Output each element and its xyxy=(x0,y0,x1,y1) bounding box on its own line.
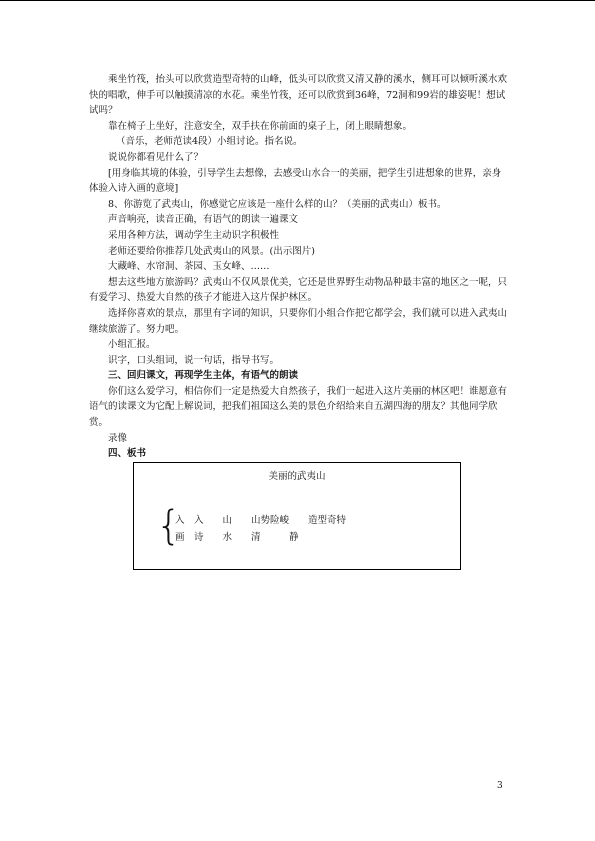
header-rule xyxy=(0,0,595,1)
page-number: 3 xyxy=(497,781,503,791)
paragraph: [用身临其境的体验，引导学生去想像，去感受山水合一的美丽，把学生引进想象的世界，亲身体验入诗入画的意境] xyxy=(89,167,502,195)
paragraph: 大藏峰、水帘洞、茶园、玉女峰、…… xyxy=(108,261,270,273)
board-title: 美丽的武夷山 xyxy=(268,471,326,482)
paragraph: 8、你游览了武夷山，你感觉它应该是一座什么样的山？（美丽的武夷山）板书。 xyxy=(108,198,447,210)
board-row-1: 入 入 山 山势险峻 造型奇特 xyxy=(175,515,347,526)
blackboard-box xyxy=(133,462,461,570)
paragraph: 四、板书 xyxy=(108,448,147,460)
paragraph: 乘坐竹筏，抬头可以欣赏造型奇特的山峰，低头可以欣赏又清又静的溪水，侧耳可以倾听溪水欢快的唱歌，伸手可以触摸清凉的水花。乘坐竹筏，还可以欣赏到36峰，72洞和99岩的雄姿呢！想试试吗？ xyxy=(89,74,508,117)
document-body xyxy=(89,72,509,462)
paragraph: 录像 xyxy=(108,432,128,444)
paragraph: 选择你喜欢的景点，那里有字词的知识，只要你们小组合作把它都学会，我们就可以进入武夷山继续旅游了。努力吧。 xyxy=(89,307,508,335)
paragraph: 靠在椅子上坐好，注意安全，双手扶在你前面的桌子上，闭上眼睛想象。 xyxy=(108,120,413,132)
board-row-2: 画 诗 水 清 静 xyxy=(175,532,299,543)
paragraph: 采用各种方法，调动学生主动识字积极性 xyxy=(108,229,280,241)
paragraph: 你们这么爱学习，相信你们一定是热爱大自然孩子，我们一起进入这片美丽的林区吧！谁愿意有语气的读课文为它配上解说词，把我们祖国这么美的景色介绍给来自五湖四海的朋友？其他同学欣赏。 xyxy=(89,385,508,429)
paragraph: 三、回归课文，再现学生主体，有语气的朗读 xyxy=(108,370,299,382)
paragraph: 小组汇报。 xyxy=(108,339,156,351)
paragraph: 说说你都看见什么了？ xyxy=(108,151,204,163)
paragraph: （音乐，老师范读4段）小组讨论。指名说。 xyxy=(116,136,303,148)
paragraph: 声音响亮，读音正确，有语气的朗读一遍课文 xyxy=(108,214,299,226)
paragraph: 识字，口头组词，说一句话，指导书写。 xyxy=(108,354,280,366)
paragraph: 想去这些地方旅游吗？武夷山不仅风景优美，它还是世界野生动物品种最丰富的地区之一呢，只有爱学习、热爱大自然的孩子才能进入这片保护林区。 xyxy=(89,276,508,304)
left-brace-icon: { xyxy=(156,503,182,549)
paragraph: 老师还要给你推荐几处武夷山的风景。(出示图片) xyxy=(108,245,315,257)
